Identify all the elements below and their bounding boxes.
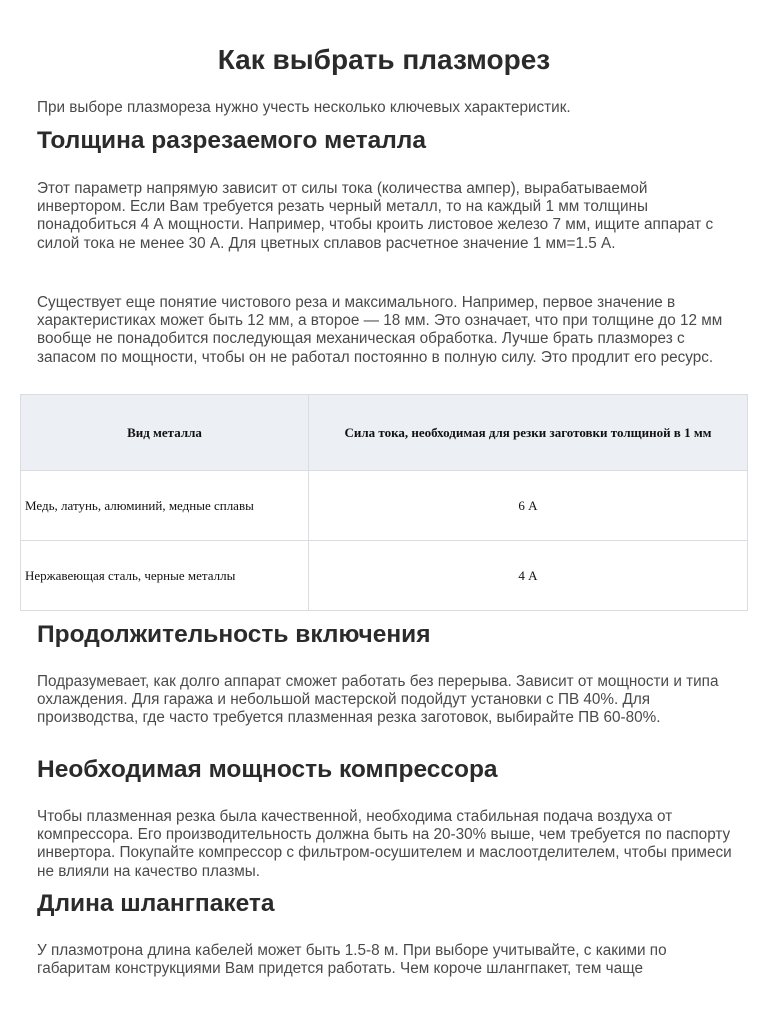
hose-paragraph: У плазмотрона длина кабелей может быть 1.5-8 м. При выборе учитывайте, с какими по габаритам конструкциями Вам придется работать. Чем короче шлангпакет, тем чаще (37, 942, 667, 978)
current-table (20, 394, 748, 611)
table-header-current: Сила тока, необходимая для резки заготовки толщиной в 1 мм (309, 395, 748, 471)
section-heading-thickness: Толщина разрезаемого металла (37, 127, 426, 154)
thickness-paragraph-1: Этот параметр напрямую зависит от силы тока (количества ампер), вырабатываемой инвертором. Если Вам требуется резать черный металл, то на каждый 1 мм толщины понадобиться 4 А мощности. Например, чтобы кроить листовое железо 7 мм, ищите аппарат с силой тока не менее 30 А. Для цветных сплавов расчетное значение 1 мм=1.5 А. (37, 180, 714, 252)
table-cell-current: 4 А (309, 541, 748, 611)
section-heading-compressor: Необходимая мощность компрессора (37, 756, 498, 783)
table-row (21, 541, 748, 611)
table-header-row (21, 395, 748, 471)
table-cell-metal: Нержавеющая сталь, черные металлы (21, 541, 309, 611)
intro-paragraph: При выборе плазмореза нужно учесть несколько ключевых характеристик. (37, 99, 571, 116)
thickness-paragraph-2: Существует еще понятие чистового реза и максимального. Например, первое значение в характеристиках может быть 12 мм, а второе — 18 мм. Это означает, что при толщине до 12 мм вообще не понадобится последующая механическая обработка. Лучше брать плазморез с запасом по мощности, чтобы он не работал постоянно в полную силу. Это продлит его ресурс. (37, 294, 723, 366)
compressor-paragraph: Чтобы плазменная резка была качественной, необходима стабильная подача воздуха от компрессора. Его производительность должна быть на 20-30% выше, чем требуется по паспорту инвертора. Покупайте компрессор с фильтром-осушителем и маслоотделителем, чтобы примеси не влияли на качество плазмы. (37, 808, 732, 880)
page-title: Как выбрать плазморез (217, 44, 551, 75)
section-heading-duration: Продолжительность включения (37, 621, 431, 648)
table-cell-current: 6 А (309, 471, 748, 541)
table-row (21, 471, 748, 541)
section-heading-hose: Длина шлангпакета (37, 890, 275, 917)
table-cell-metal: Медь, латунь, алюминий, медные сплавы (21, 471, 309, 541)
duration-paragraph: Подразумевает, как долго аппарат сможет работать без перерыва. Зависит от мощности и типа охлаждения. Для гаража и небольшой мастерской подойдут установки с ПВ 40%. Для производства, где часто требуется плазменная резка заготовок, выбирайте ПВ 60-80%. (37, 673, 719, 727)
table-header-metal: Вид металла (21, 395, 309, 471)
